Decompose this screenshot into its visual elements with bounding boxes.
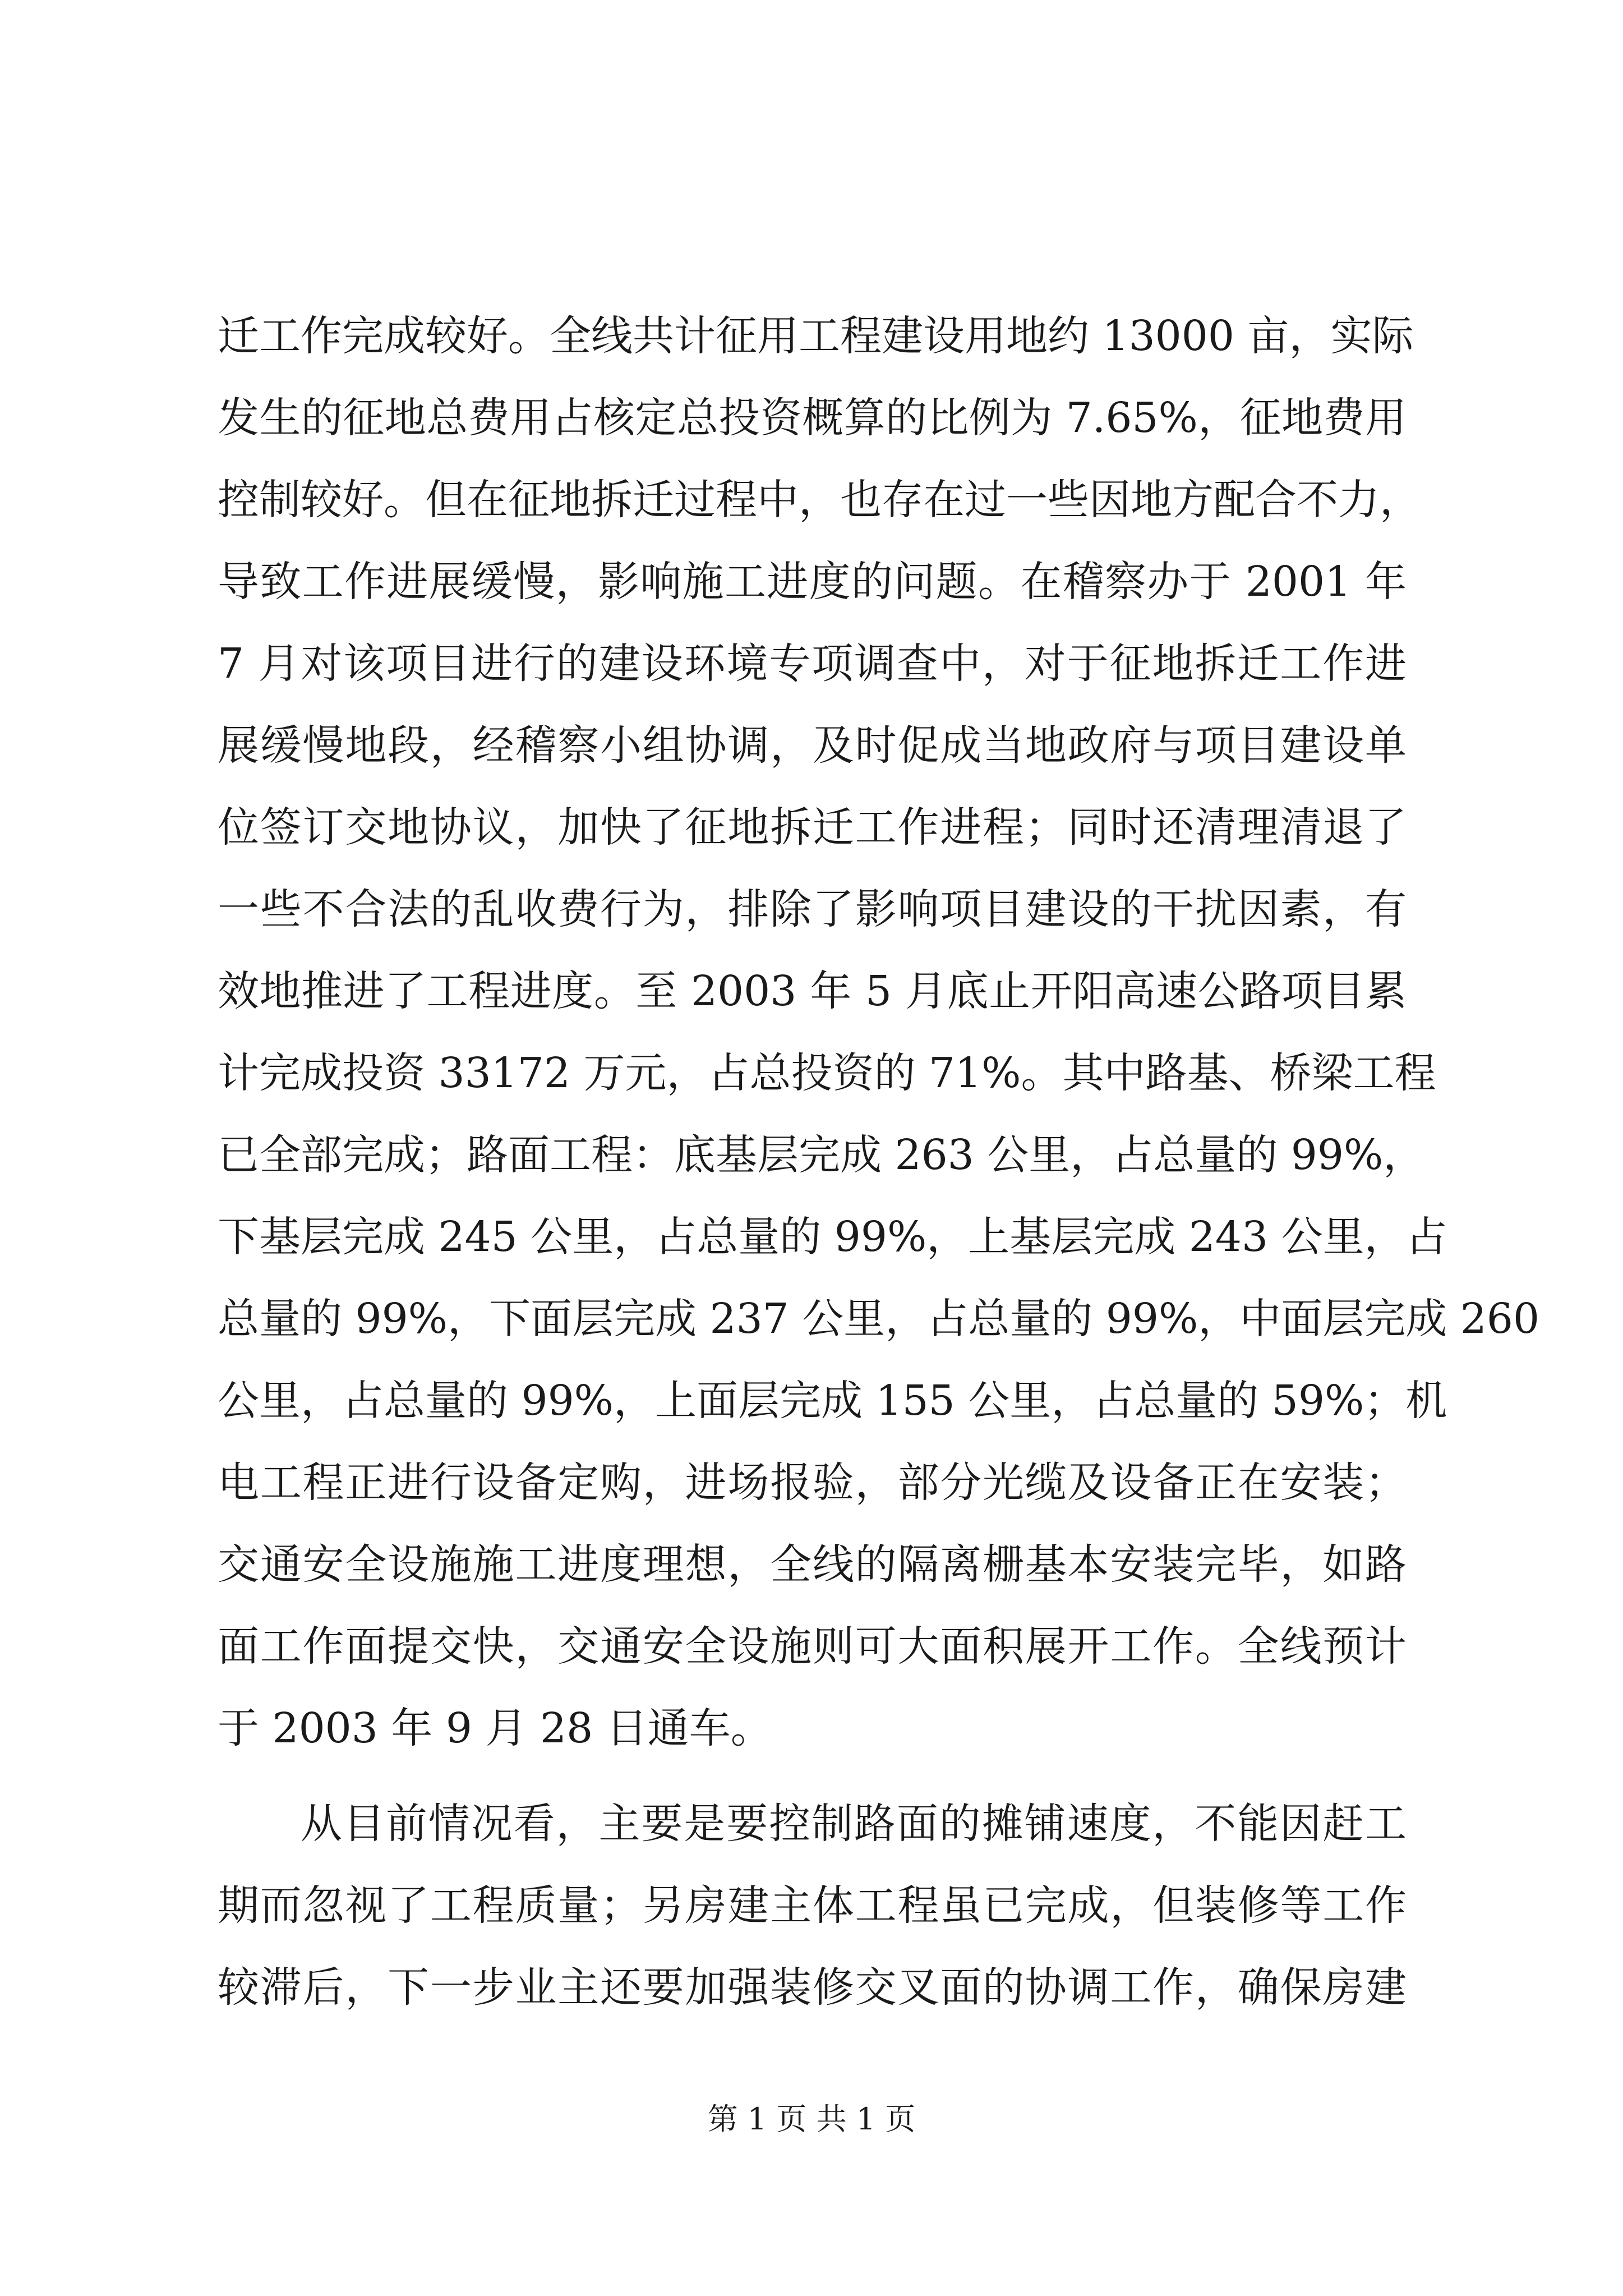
text-line: 发生的征地总费用占核定总投资概算的比例为 7.65%，征地费用 (218, 394, 1407, 442)
text-line: 计完成投资 33172 万元，占总投资的 71%。其中路基、桥梁工程 (218, 1049, 1436, 1097)
text-line: 一些不合法的乱收费行为，排除了影响项目建设的干扰因素，有 (218, 885, 1407, 933)
text-line: 总量的 99%，下面层完成 237 公里，占总量的 99%，中面层完成 260 (218, 1295, 1540, 1343)
text-line: 7 月对该项目进行的建设环境专项调查中，对于征地拆迁工作进 (218, 639, 1407, 688)
text-line: 展缓慢地段，经稽察小组协调，及时促成当地政府与项目建设单 (218, 721, 1407, 770)
paragraph-2 (218, 1783, 1407, 2028)
text-line: 位签订交地协议，加快了征地拆迁工作进程；同时还清理清退了 (218, 803, 1407, 852)
text-line: 公里，占总量的 99%，上面层完成 155 公里，占总量的 59%；机 (218, 1377, 1447, 1425)
body-text (218, 295, 1540, 2028)
paragraph-1 (218, 295, 1540, 1769)
text-line: 面工作面提交快，交通安全设施则可大面积展开工作。全线预计 (218, 1622, 1407, 1671)
text-line: 控制较好。但在征地拆迁过程中，也存在过一些因地方配合不力， (218, 476, 1421, 524)
text-line: 已全部完成；路面工程：底基层完成 263 公里，占总量的 99%， (218, 1131, 1425, 1179)
page-footer (0, 2099, 1623, 2139)
text-line: 电工程正进行设备定购，进场报验，部分光缆及设备正在安装； (218, 1458, 1407, 1507)
text-line: 于 2003 年 9 月 28 日通车。 (218, 1704, 772, 1752)
page-number-label: 第 1 页 共 1 页 (707, 2101, 916, 2137)
text-line: 迁工作完成较好。全线共计征用工程建设用地约 13000 亩，实际 (218, 312, 1414, 360)
text-line: 导致工作进展缓慢，影响施工进度的问题。在稽察办于 2001 年 (218, 558, 1407, 606)
text-line: 交通安全设施施工进度理想，全线的隔离栅基本安装完毕，如路 (218, 1540, 1407, 1589)
text-line: 期而忽视了工程质量；另房建主体工程虽已完成，但装修等工作 (218, 1881, 1407, 1930)
text-line: 下基层完成 245 公里，占总量的 99%，上基层完成 243 公里，占 (218, 1213, 1447, 1261)
text-line: 效地推进了工程进度。至 2003 年 5 月底止开阳高速公路项目累 (218, 967, 1407, 1015)
text-line: 从目前情况看，主要是要控制路面的摊铺速度，不能因赶工 (301, 1800, 1407, 1848)
text-line: 较滞后，下一步业主还要加强装修交叉面的协调工作，确保房建 (218, 1963, 1407, 2012)
paragraph-spacer (218, 1769, 1407, 1783)
